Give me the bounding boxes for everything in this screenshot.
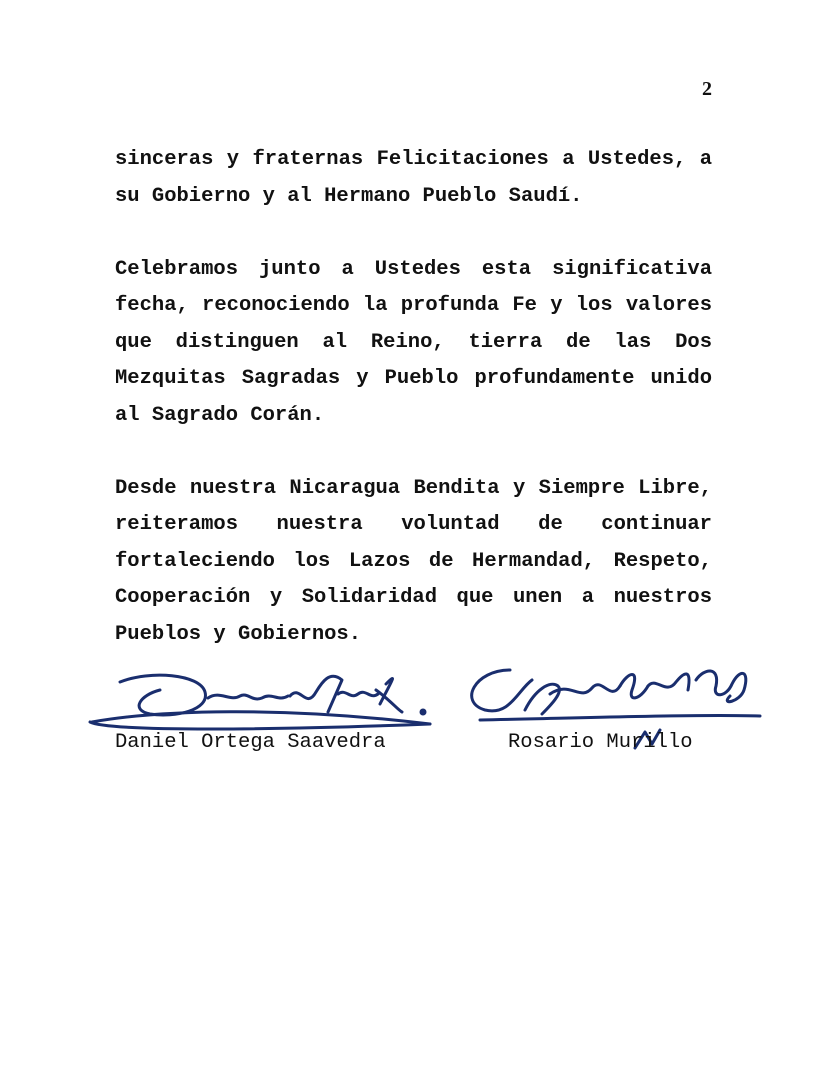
paragraph-1: sinceras y fraternas Felicitaciones a Ustedes, a su Gobierno y al Hermano Pueblo Saudí. — [115, 148, 712, 208]
signature-left-image — [90, 675, 430, 729]
paragraph-2: Celebramos junto a Ustedes esta significativa fecha, reconociendo la profunda Fe y los valores que distinguen al Reino, tierra de las Dos Mezquitas Sagradas y Pueblo profundamente unido al Sagrado Corán. — [115, 257, 712, 427]
signer-name-right: Rosario Murillo — [508, 731, 693, 754]
signer-name-left: Daniel Ortega Saavedra — [115, 731, 386, 754]
letter-body — [115, 142, 712, 690]
page-number: 2 — [702, 78, 712, 100]
paragraph-3: Desde nuestra Nicaragua Bendita y Siempre Libre, reiteramos nuestra voluntad de continuar fortaleciendo los Lazos de Hermandad, Respeto, Cooperación y Solidaridad que unen a nuestros Pueblos y Gobiernos. — [115, 476, 712, 646]
